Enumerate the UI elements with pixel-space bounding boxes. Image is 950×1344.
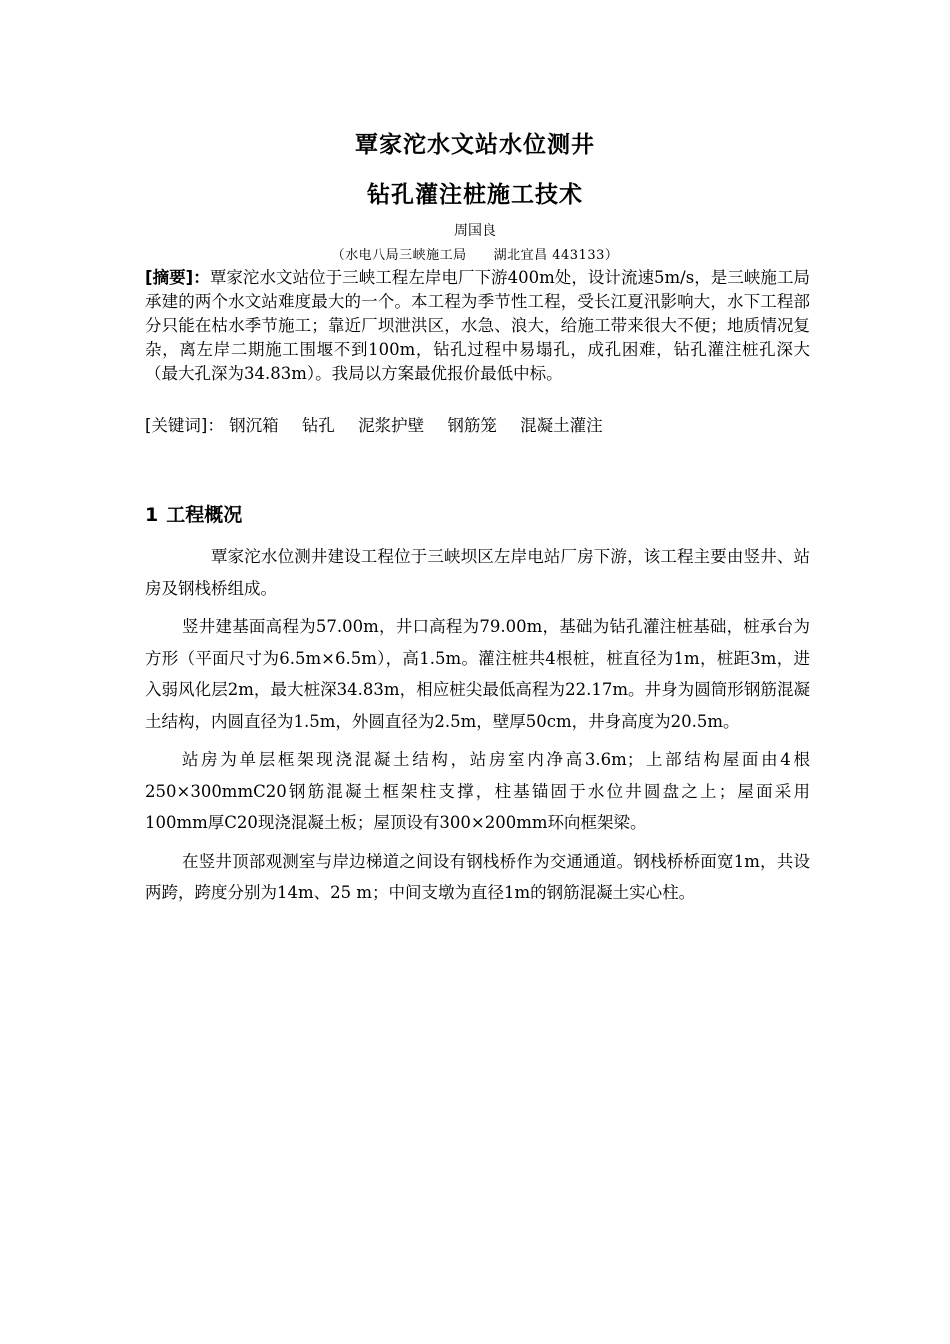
paper-title-line-1: 覃家沱水文站水位测井 xyxy=(355,132,595,158)
author-name: 周国良 xyxy=(454,223,496,239)
body-paragraph: 竖井建基面高程为57.00m，井口高程为79.00m，基础为钻孔灌注桩基础，桩承台为方形（平面尺寸为6.5m×6.5m），高1.5m。灌注桩共4根桩，桩直径为1m，桩距3m，进入弱风化层2m，最大桩深34.83m，相应桩尖最低高程为22.17m。井身为圆筒形钢筋混凝土结构，内圆直径为1.5m，外圆直径为2.5m，壁厚50cm，井身高度为20.5m。 xyxy=(145,617,810,731)
keyword-item: 钻孔 xyxy=(301,416,335,435)
abstract-label: [摘要]： xyxy=(145,268,210,287)
abstract-text: 覃家沱水文站位于三峡工程左岸电厂下游400m处，设计流速5m/s，是三峡施工局承建的两个水文站难度最大的一个。本工程为季节性工程，受长江夏汛影响大，水下工程部分只能在枯水季节施工；靠近厂坝泄洪区，水急、浪大，给施工带来很大不便；地质情况复杂，离左岸二期施工围堰不到100m，钻孔过程中易塌孔，成孔困难，钻孔灌注桩孔深大（最大孔深为34.83m）。我局以方案最优报价最低中标。 xyxy=(145,268,811,383)
section-number: 1 xyxy=(145,504,159,526)
keywords-label: [关键词]： xyxy=(145,416,224,435)
keyword-item: 钢沉箱 xyxy=(229,416,279,435)
keyword-item: 泥浆护壁 xyxy=(358,416,425,435)
paper-title-line-2: 钻孔灌注桩施工技术 xyxy=(367,182,583,208)
body-paragraph: 在竖井顶部观测室与岸边梯道之间设有钢栈桥作为交通通道。钢栈桥桥面宽1m，共设两跨，跨度分别为14m、25 m；中间支墩为直径1m的钢筋混凝土实心柱。 xyxy=(145,851,810,902)
section-title: 工程概况 xyxy=(166,504,243,526)
body-paragraph: 覃家沱水位测井建设工程位于三峡坝区左岸电站厂房下游，该工程主要由竖井、站房及钢栈桥组成。 xyxy=(145,547,810,598)
section-body xyxy=(145,541,810,916)
keywords xyxy=(145,414,810,438)
body-paragraph: 站房为单层框架现浇混凝土结构，站房室内净高3.6m；上部结构屋面由4根250×300mmC20钢筋混凝土框架柱支撑，柱基锚固于水位井圆盘之上；屋面采用100mm厚C20现浇混凝土板；屋顶设有300×200mm环向框架梁。 xyxy=(145,750,810,832)
keyword-item: 钢筋笼 xyxy=(447,416,497,435)
section-heading xyxy=(145,500,242,527)
keyword-item: 混凝土灌注 xyxy=(520,416,603,435)
abstract xyxy=(145,266,810,386)
author-affiliation: （水电八局三峡施工局 湖北宜昌 443133） xyxy=(331,248,619,263)
